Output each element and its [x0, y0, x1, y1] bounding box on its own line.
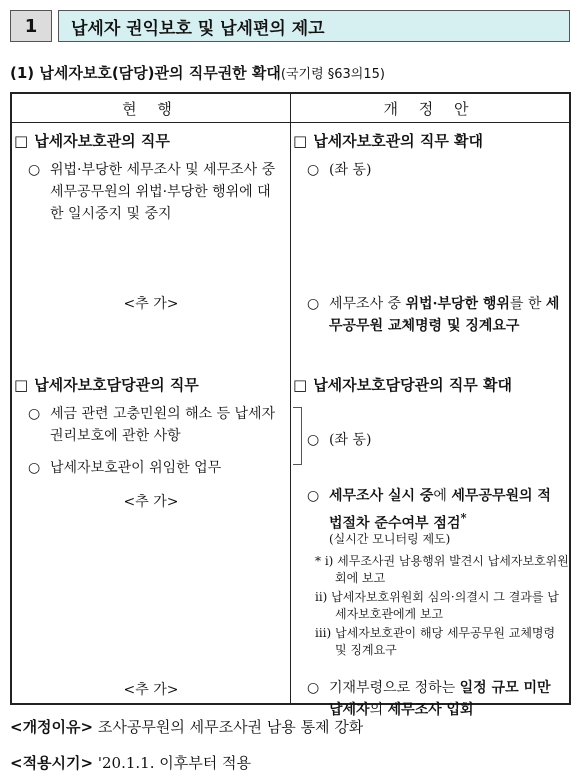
right-item-3-pre: 기재부령으로 정하는 [329, 680, 460, 696]
checkbox-icon: □ [293, 376, 308, 394]
footnote-star: * [460, 511, 467, 525]
note-3: ⅲ) 납세자보호관이 해당 세무공무원 교체명령 및 징계요구 [315, 626, 556, 657]
timing-line [10, 752, 251, 773]
section-title: 납세자 권익보호 및 납세편의 제고 [58, 10, 570, 42]
circle-bullet-icon: ○ [307, 162, 320, 178]
right-box-2-label: 납세자보호담당관의 직무 확대 [313, 376, 513, 394]
left-item-1 [12, 159, 290, 225]
right-item-2-bold-2: 세무공무원의 적법절차 준수여부 점검 [329, 488, 551, 532]
comparison-table [10, 92, 571, 718]
checkbox-icon: □ [14, 132, 29, 150]
revised-column [291, 123, 571, 718]
circle-bullet-icon: ○ [307, 296, 320, 312]
right-item-3-bold-1: 일정 규모 미만 납세자 [329, 680, 551, 718]
note-1: * ⅰ) 세무조사권 남용행위 발견시 납세자보호위원회에 보고 [315, 554, 569, 585]
section-header [10, 10, 570, 44]
left-item-3 [12, 457, 290, 479]
subsection-heading [10, 62, 570, 83]
right-same-1-text: (좌 동) [329, 162, 372, 178]
header-revised: 개 정 안 [291, 93, 571, 123]
right-item-1-bold-1: 위법·부당한 행위 [405, 296, 510, 312]
right-same-1 [291, 159, 569, 181]
checkbox-icon: □ [14, 376, 29, 394]
right-item-1-bold-2: 세무공무원 교체명령 및 징계요구 [329, 296, 560, 334]
left-item-1-text: 위법·부당한 세무조사 및 세무조사 중 세무공무원의 위법·부당한 행위에 대한 일시중지 및 중지 [50, 162, 276, 222]
right-item-1 [291, 293, 569, 337]
reason-text: 조사공무원의 세무조사권 남용 통제 강화 [97, 718, 364, 736]
left-add-3: <추 가> [123, 682, 179, 698]
circle-bullet-icon: ○ [307, 680, 320, 696]
right-same-2 [291, 429, 569, 451]
subsection-title: (1) 납세자보호(담당)관의 직무권한 확대 [10, 64, 281, 82]
right-item-3-bold-2: 세무조사 입회 [387, 702, 474, 718]
right-box-1-label: 납세자보호관의 직무 확대 [313, 132, 484, 150]
circle-bullet-icon: ○ [28, 162, 41, 178]
right-item-1-mid: 를 한 [509, 296, 546, 312]
left-item-3-text: 납세자보호관이 위임한 업무 [50, 460, 222, 476]
legal-reference: (국기령 §63의15) [280, 67, 385, 82]
circle-bullet-icon: ○ [28, 460, 41, 476]
section-number: 1 [10, 10, 52, 42]
right-item-2 [291, 485, 569, 535]
left-add-2: <추 가> [123, 494, 179, 510]
note-2: ⅱ) 납세자보호위원회 심의·의결시 그 결과를 납세자보호관에게 보고 [315, 590, 559, 621]
left-box-2-label: 납세자보호담당관의 직무 [34, 376, 199, 394]
reason-line [10, 716, 363, 737]
left-item-2 [12, 403, 290, 447]
right-same-2-text: (좌 동) [329, 432, 372, 448]
current-column [11, 123, 291, 705]
left-box-1 [12, 131, 290, 151]
checkbox-icon: □ [293, 132, 308, 150]
right-item-3 [291, 677, 569, 721]
right-item-2-sub: (실시간 모니터링 제도) [329, 532, 451, 546]
timing-label: <적용시기> [10, 754, 94, 772]
right-item-1-pre: 세무조사 중 [329, 296, 406, 312]
right-box-1 [291, 131, 569, 151]
left-box-1-label: 납세자보호관의 직무 [34, 132, 170, 150]
reason-label: <개정이유> [10, 718, 94, 736]
circle-bullet-icon: ○ [307, 488, 320, 504]
right-item-3-mid: 의 [369, 702, 388, 718]
circle-bullet-icon: ○ [28, 406, 41, 422]
timing-text: '20.1.1. 이후부터 적용 [97, 754, 251, 772]
right-box-2 [291, 375, 569, 395]
right-item-2-bold-1: 세무조사 실시 중 [329, 488, 434, 504]
left-add-1: <추 가> [123, 296, 179, 312]
left-item-2-text: 세금 관련 고충민원의 해소 등 납세자 권리보호에 관한 사항 [50, 406, 276, 444]
left-box-2 [12, 375, 290, 395]
circle-bullet-icon: ○ [307, 432, 320, 448]
right-item-2-mid: 에 [433, 488, 452, 504]
header-current: 현 행 [11, 93, 291, 123]
